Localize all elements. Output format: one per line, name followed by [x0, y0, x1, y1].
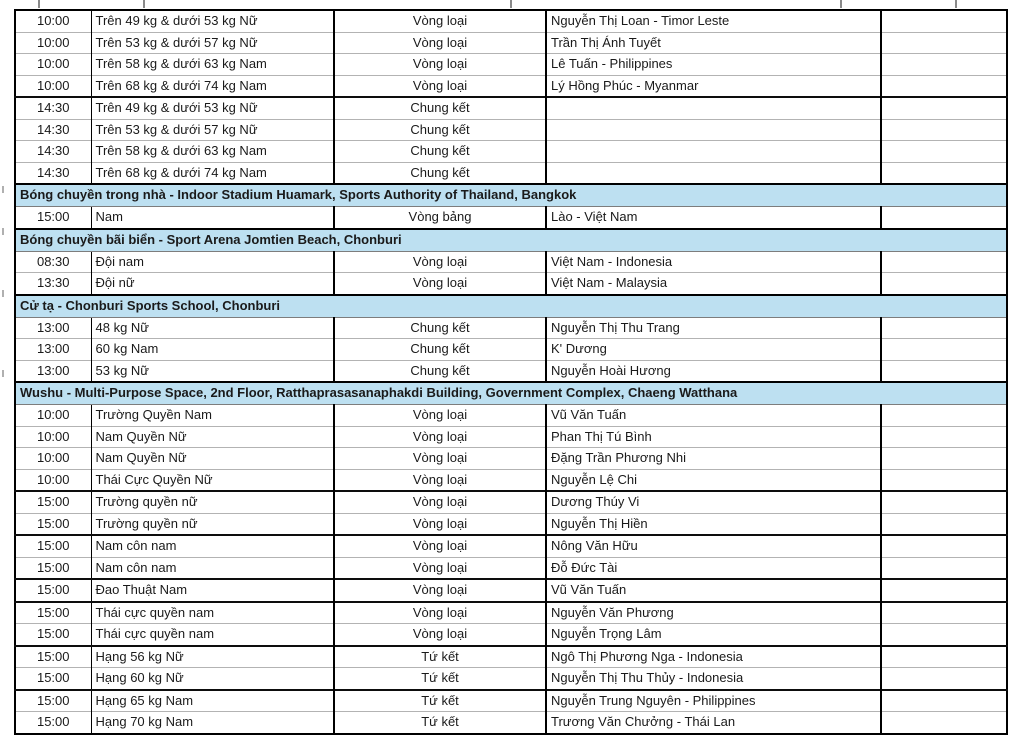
cropped-cell-border	[955, 0, 957, 8]
round-cell: Vòng loại	[334, 579, 546, 602]
round-cell: Chung kết	[334, 97, 546, 119]
extra-cell	[881, 513, 1007, 535]
round-cell: Tứ kết	[334, 712, 546, 734]
entry-cell: Nguyễn Hoài Hương	[546, 360, 881, 382]
round-cell: Vòng loại	[334, 535, 546, 557]
event-cell: Hạng 56 kg Nữ	[91, 646, 334, 668]
round-cell: Vòng loại	[334, 75, 546, 97]
entry-cell: Lý Hồng Phúc - Myanmar	[546, 75, 881, 97]
event-cell: Thái cực quyền nam	[91, 624, 334, 646]
entry-cell	[546, 97, 881, 119]
round-cell: Vòng loại	[334, 469, 546, 491]
schedule-row	[15, 690, 1007, 712]
schedule-row	[15, 75, 1007, 97]
time-cell: 15:00	[15, 646, 91, 668]
extra-cell	[881, 426, 1007, 448]
schedule-row	[15, 513, 1007, 535]
cropped-cell-border	[840, 0, 842, 8]
cropped-cell-border	[38, 0, 40, 8]
round-cell: Chung kết	[334, 119, 546, 141]
extra-cell	[881, 317, 1007, 339]
round-cell: Vòng loại	[334, 273, 546, 295]
time-cell: 15:00	[15, 535, 91, 557]
entry-cell: Nguyễn Thị Thu Thủy - Indonesia	[546, 668, 881, 690]
entry-cell: Việt Nam - Malaysia	[546, 273, 881, 295]
time-cell: 14:30	[15, 162, 91, 184]
event-cell: Trên 49 kg & dưới 53 kg Nữ	[91, 97, 334, 119]
event-cell: Hạng 70 kg Nam	[91, 712, 334, 734]
time-cell: 10:00	[15, 448, 91, 470]
round-cell: Chung kết	[334, 162, 546, 184]
cropped-left-column-mark	[2, 228, 4, 235]
time-cell: 10:00	[15, 54, 91, 76]
event-cell: Trên 58 kg & dưới 63 kg Nam	[91, 141, 334, 163]
section-header-row	[15, 382, 1007, 405]
time-cell: 15:00	[15, 712, 91, 734]
entry-cell: Lào - Việt Nam	[546, 207, 881, 229]
event-cell: Thái cực quyền nam	[91, 602, 334, 624]
time-cell: 15:00	[15, 557, 91, 579]
schedule-row	[15, 448, 1007, 470]
event-cell: Nam	[91, 207, 334, 229]
entry-cell: Nguyễn Trung Nguyên - Philippines	[546, 690, 881, 712]
event-cell: Hạng 65 kg Nam	[91, 690, 334, 712]
round-cell: Tứ kết	[334, 690, 546, 712]
extra-cell	[881, 491, 1007, 513]
section-title: Cử tạ - Chonburi Sports School, Chonburi	[15, 295, 1007, 318]
event-cell: 48 kg Nữ	[91, 317, 334, 339]
schedule-row	[15, 405, 1007, 427]
time-cell: 10:00	[15, 10, 91, 32]
extra-cell	[881, 207, 1007, 229]
entry-cell: Trần Thị Ánh Tuyết	[546, 32, 881, 54]
entry-cell: Nguyễn Thị Loan - Timor Leste	[546, 10, 881, 32]
schedule-row	[15, 360, 1007, 382]
extra-cell	[881, 448, 1007, 470]
time-cell: 13:30	[15, 273, 91, 295]
schedule-row	[15, 602, 1007, 624]
event-cell: Trên 53 kg & dưới 57 kg Nữ	[91, 32, 334, 54]
time-cell: 08:30	[15, 251, 91, 273]
extra-cell	[881, 119, 1007, 141]
schedule-row	[15, 141, 1007, 163]
extra-cell	[881, 535, 1007, 557]
entry-cell: K' Dương	[546, 339, 881, 361]
schedule-row	[15, 535, 1007, 557]
time-cell: 15:00	[15, 491, 91, 513]
extra-cell	[881, 339, 1007, 361]
extra-cell	[881, 646, 1007, 668]
entry-cell: Phan Thị Tú Bình	[546, 426, 881, 448]
extra-cell	[881, 75, 1007, 97]
round-cell: Vòng loại	[334, 405, 546, 427]
entry-cell: Lê Tuấn - Philippines	[546, 54, 881, 76]
section-header-row	[15, 295, 1007, 318]
extra-cell	[881, 579, 1007, 602]
schedule-row	[15, 646, 1007, 668]
cropped-left-column-mark	[2, 186, 4, 193]
entry-cell: Việt Nam - Indonesia	[546, 251, 881, 273]
extra-cell	[881, 405, 1007, 427]
event-cell: Đao Thuật Nam	[91, 579, 334, 602]
event-cell: Nam Quyền Nữ	[91, 448, 334, 470]
event-cell: Trường Quyền Nam	[91, 405, 334, 427]
event-cell: Trên 68 kg & dưới 74 kg Nam	[91, 75, 334, 97]
event-cell: 53 kg Nữ	[91, 360, 334, 382]
time-cell: 14:30	[15, 141, 91, 163]
extra-cell	[881, 668, 1007, 690]
schedule-row	[15, 207, 1007, 229]
extra-cell	[881, 624, 1007, 646]
schedule-row	[15, 97, 1007, 119]
time-cell: 10:00	[15, 426, 91, 448]
round-cell: Tứ kết	[334, 668, 546, 690]
event-cell: Nam côn nam	[91, 557, 334, 579]
extra-cell	[881, 469, 1007, 491]
entry-cell: Nguyễn Thị Thu Trang	[546, 317, 881, 339]
event-cell: Thái Cực Quyền Nữ	[91, 469, 334, 491]
entry-cell: Dương Thúy Vi	[546, 491, 881, 513]
event-cell: Hạng 60 kg Nữ	[91, 668, 334, 690]
time-cell: 15:00	[15, 668, 91, 690]
time-cell: 15:00	[15, 602, 91, 624]
cropped-left-column-mark	[2, 290, 4, 297]
cropped-cell-border	[510, 0, 512, 8]
extra-cell	[881, 690, 1007, 712]
round-cell: Vòng loại	[334, 557, 546, 579]
entry-cell	[546, 162, 881, 184]
time-cell: 14:30	[15, 97, 91, 119]
round-cell: Vòng loại	[334, 426, 546, 448]
entry-cell	[546, 119, 881, 141]
time-cell: 15:00	[15, 513, 91, 535]
extra-cell	[881, 141, 1007, 163]
round-cell: Chung kết	[334, 141, 546, 163]
time-cell: 15:00	[15, 579, 91, 602]
event-cell: Nam Quyền Nữ	[91, 426, 334, 448]
time-cell: 14:30	[15, 119, 91, 141]
event-cell: Đội nam	[91, 251, 334, 273]
schedule-row	[15, 339, 1007, 361]
time-cell: 15:00	[15, 207, 91, 229]
schedule-row	[15, 317, 1007, 339]
extra-cell	[881, 162, 1007, 184]
event-cell: 60 kg Nam	[91, 339, 334, 361]
schedule-row	[15, 119, 1007, 141]
round-cell: Chung kết	[334, 339, 546, 361]
entry-cell: Nguyễn Văn Phương	[546, 602, 881, 624]
event-cell: Trên 49 kg & dưới 53 kg Nữ	[91, 10, 334, 32]
schedule-row	[15, 32, 1007, 54]
event-cell: Trường quyền nữ	[91, 513, 334, 535]
time-cell: 15:00	[15, 690, 91, 712]
sports-schedule-table	[14, 9, 1008, 735]
round-cell: Vòng bảng	[334, 207, 546, 229]
cropped-row-above-table	[0, 0, 1020, 9]
time-cell: 10:00	[15, 405, 91, 427]
time-cell: 10:00	[15, 32, 91, 54]
round-cell: Vòng loại	[334, 491, 546, 513]
cropped-left-column-mark	[2, 370, 4, 377]
extra-cell	[881, 273, 1007, 295]
round-cell: Vòng loại	[334, 10, 546, 32]
schedule-row	[15, 54, 1007, 76]
event-cell: Trên 53 kg & dưới 57 kg Nữ	[91, 119, 334, 141]
event-cell: Trên 68 kg & dưới 74 kg Nam	[91, 162, 334, 184]
extra-cell	[881, 360, 1007, 382]
section-title: Bóng chuyền trong nhà - Indoor Stadium Huamark, Sports Authority of Thailand, Bangkok	[15, 184, 1007, 207]
round-cell: Chung kết	[334, 317, 546, 339]
schedule-row	[15, 162, 1007, 184]
round-cell: Chung kết	[334, 360, 546, 382]
extra-cell	[881, 10, 1007, 32]
event-cell: Đội nữ	[91, 273, 334, 295]
extra-cell	[881, 602, 1007, 624]
round-cell: Vòng loại	[334, 624, 546, 646]
time-cell: 13:00	[15, 360, 91, 382]
time-cell: 13:00	[15, 317, 91, 339]
time-cell: 13:00	[15, 339, 91, 361]
entry-cell: Ngô Thị Phương Nga - Indonesia	[546, 646, 881, 668]
section-title: Wushu - Multi-Purpose Space, 2nd Floor, Ratthaprasasanaphakdi Building, Government Complex, Chaeng Watthana	[15, 382, 1007, 405]
cropped-cell-border	[143, 0, 145, 8]
entry-cell: Trương Văn Chưởng - Thái Lan	[546, 712, 881, 734]
extra-cell	[881, 557, 1007, 579]
entry-cell	[546, 141, 881, 163]
time-cell: 10:00	[15, 469, 91, 491]
extra-cell	[881, 251, 1007, 273]
entry-cell: Nông Văn Hữu	[546, 535, 881, 557]
entry-cell: Nguyễn Lệ Chi	[546, 469, 881, 491]
round-cell: Tứ kết	[334, 646, 546, 668]
round-cell: Vòng loại	[334, 513, 546, 535]
entry-cell: Nguyễn Thị Hiền	[546, 513, 881, 535]
schedule-row	[15, 273, 1007, 295]
schedule-row	[15, 426, 1007, 448]
entry-cell: Vũ Văn Tuấn	[546, 579, 881, 602]
extra-cell	[881, 712, 1007, 734]
round-cell: Vòng loại	[334, 448, 546, 470]
entry-cell: Nguyễn Trọng Lâm	[546, 624, 881, 646]
schedule-row	[15, 557, 1007, 579]
round-cell: Vòng loại	[334, 32, 546, 54]
event-cell: Nam côn nam	[91, 535, 334, 557]
round-cell: Vòng loại	[334, 54, 546, 76]
section-header-row	[15, 229, 1007, 252]
entry-cell: Đỗ Đức Tài	[546, 557, 881, 579]
schedule-row	[15, 10, 1007, 32]
schedule-row	[15, 251, 1007, 273]
extra-cell	[881, 32, 1007, 54]
event-cell: Trên 58 kg & dưới 63 kg Nam	[91, 54, 334, 76]
section-title: Bóng chuyền bãi biển - Sport Arena Jomtien Beach, Chonburi	[15, 229, 1007, 252]
event-cell: Trường quyền nữ	[91, 491, 334, 513]
time-cell: 15:00	[15, 624, 91, 646]
schedule-row	[15, 624, 1007, 646]
schedule-row	[15, 712, 1007, 734]
schedule-row	[15, 668, 1007, 690]
schedule-row	[15, 491, 1007, 513]
schedule-row	[15, 579, 1007, 602]
schedule-row	[15, 469, 1007, 491]
extra-cell	[881, 97, 1007, 119]
entry-cell: Đặng Trần Phương Nhi	[546, 448, 881, 470]
section-header-row	[15, 184, 1007, 207]
entry-cell: Vũ Văn Tuấn	[546, 405, 881, 427]
extra-cell	[881, 54, 1007, 76]
round-cell: Vòng loại	[334, 251, 546, 273]
round-cell: Vòng loại	[334, 602, 546, 624]
time-cell: 10:00	[15, 75, 91, 97]
